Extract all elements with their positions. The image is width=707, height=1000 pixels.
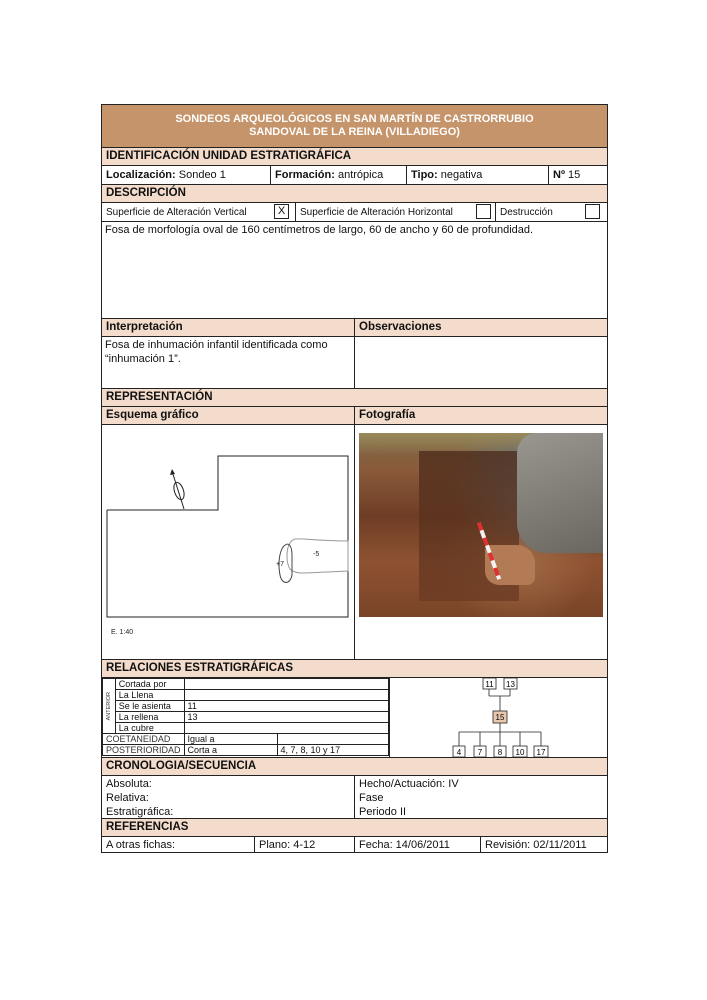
igual-label: Igual a — [184, 734, 277, 745]
identificacion-row — [101, 166, 608, 185]
estratigrafica-label: Estratigráfica: — [106, 806, 174, 818]
sah-checkbox[interactable] — [476, 204, 491, 219]
relacion-label: La Llena — [115, 690, 184, 701]
record-sheet — [101, 104, 608, 853]
esquema-label: Esquema gráfico — [102, 407, 354, 425]
tipo-value: negativa — [440, 169, 483, 181]
relaciones-heading: RELACIONES ESTRATIGRÁFICAS — [101, 660, 608, 678]
sah-label: Superficie de Alteración Horizontal — [300, 207, 453, 218]
esquema-drawing — [102, 425, 354, 659]
header-line-2: SANDOVAL DE LA REINA (VILLADIEGO) — [249, 126, 460, 138]
relacion-label: La cubre — [115, 723, 184, 734]
sheet-header — [101, 104, 608, 148]
relacion-label: Se le asienta — [115, 701, 184, 712]
relacion-row — [103, 679, 389, 690]
interpretacion-label: Interpretación — [102, 319, 354, 337]
corta-value: 4, 7, 8, 10 y 17 — [277, 745, 388, 756]
formacion-cell — [270, 166, 406, 184]
relacion-row — [103, 701, 389, 712]
fecha-cell: Fecha: 14/06/2011 — [354, 837, 480, 852]
numero-value: 15 — [568, 169, 581, 181]
harris-matrix-cell — [389, 678, 607, 757]
alteracion-row — [101, 203, 608, 222]
matrix-label-4: 4 — [456, 748, 462, 757]
relacion-label: Cortada por — [115, 679, 184, 690]
anterior-label: ANTERIOR — [105, 691, 112, 721]
otras-fichas-cell: A otras fichas: — [106, 839, 176, 851]
matrix-label-7: 7 — [477, 748, 483, 757]
matrix-label-11: 11 — [485, 680, 494, 689]
coetaneidad-row — [103, 734, 389, 745]
relacion-value: 13 — [184, 712, 388, 723]
relaciones-row — [101, 678, 608, 758]
esquema-cell — [102, 407, 354, 659]
cronologia-heading: CRONOLOGIA/SECUENCIA — [101, 758, 608, 776]
formacion-label: Formación: — [275, 169, 335, 181]
matrix-label-10: 10 — [515, 748, 525, 757]
plano-cell: Plano: 4-12 — [254, 837, 354, 852]
sav-checkbox[interactable]: X — [274, 204, 289, 219]
harris-matrix — [390, 678, 608, 758]
tipo-cell — [406, 166, 548, 184]
sah-cell — [295, 203, 495, 221]
matrix-label-17: 17 — [536, 748, 546, 757]
periodo-label: Periodo II — [359, 806, 407, 818]
posterioridad-row — [103, 745, 389, 756]
matrix-label-13: 13 — [506, 680, 515, 689]
relativa-label: Relativa: — [106, 792, 149, 804]
interpretacion-text: Fosa de inhumación infantil identificada como “inhumación 1”. — [105, 339, 328, 365]
relaciones-table-cell — [102, 678, 389, 757]
relacion-value — [184, 723, 388, 734]
interpretacion-row — [101, 319, 608, 389]
referencias-row — [101, 837, 608, 853]
observaciones-text — [355, 337, 607, 339]
sav-label: Superficie de Alteración Vertical — [106, 207, 247, 218]
excavation-photo — [359, 433, 603, 617]
tipo-label: Tipo: — [411, 169, 438, 181]
fotografia-label: Fotografía — [355, 407, 607, 425]
interpretacion-cell — [102, 319, 354, 388]
descripcion-heading: DESCRIPCIÓN — [101, 185, 608, 203]
numero-cell — [548, 166, 607, 184]
posterioridad-label: POSTERIORIDAD — [103, 745, 185, 756]
north-arrow-icon — [170, 469, 186, 509]
photo-rock — [517, 433, 603, 553]
absoluta-label: Absoluta: — [106, 778, 152, 790]
representacion-heading: REPRESENTACIÓN — [101, 389, 608, 407]
relacion-value — [184, 690, 388, 701]
elevation-b: -5 — [313, 551, 320, 558]
relacion-row — [103, 723, 389, 734]
observaciones-label: Observaciones — [355, 319, 607, 337]
cronologia-row — [101, 776, 608, 819]
localizacion-cell — [102, 166, 270, 184]
numero-label: Nº — [553, 169, 565, 181]
hecho-label: Hecho/Actuación: IV — [359, 778, 459, 790]
referencias-heading: REFERENCIAS — [101, 819, 608, 837]
cronologia-right — [354, 776, 607, 818]
representacion-row — [101, 407, 608, 660]
relacion-row — [103, 690, 389, 701]
destruccion-checkbox[interactable] — [585, 204, 600, 219]
trench-outline — [107, 456, 348, 617]
relaciones-table — [102, 678, 389, 756]
matrix-label-15: 15 — [495, 713, 505, 722]
destruccion-label: Destrucción — [500, 207, 553, 218]
relacion-value: 11 — [184, 701, 388, 712]
identificacion-heading: IDENTIFICACIÓN UNIDAD ESTRATIGRÁFICA — [101, 148, 608, 166]
cronologia-left — [102, 776, 354, 818]
descripcion-text: Fosa de morfología oval de 160 centímetros de largo, 60 de ancho y 60 de profundidad. — [101, 222, 608, 319]
elevation-a: +7 — [276, 561, 284, 568]
fase-label: Fase — [359, 792, 384, 804]
observaciones-cell — [354, 319, 607, 388]
coetaneidad-label: COETANEIDAD — [103, 734, 185, 745]
localizacion-label: Localización: — [106, 169, 176, 181]
revision-cell: Revisión: 02/11/2011 — [480, 837, 607, 852]
matrix-label-8: 8 — [497, 748, 503, 757]
scale-label: E. 1:40 — [111, 629, 134, 636]
relacion-value — [184, 679, 388, 690]
anterior-group — [103, 679, 116, 734]
corta-label: Corta a — [184, 745, 277, 756]
localizacion-value: Sondeo 1 — [178, 169, 226, 181]
relacion-label: La rellena — [115, 712, 184, 723]
sav-cell — [102, 203, 295, 221]
igual-value — [277, 734, 388, 745]
relacion-row — [103, 712, 389, 723]
formacion-value: antrópica — [337, 169, 384, 181]
header-line-1: SONDEOS ARQUEOLÓGICOS EN SAN MARTÍN DE CASTRORRUBIO — [175, 113, 534, 125]
destruccion-cell — [495, 203, 607, 221]
